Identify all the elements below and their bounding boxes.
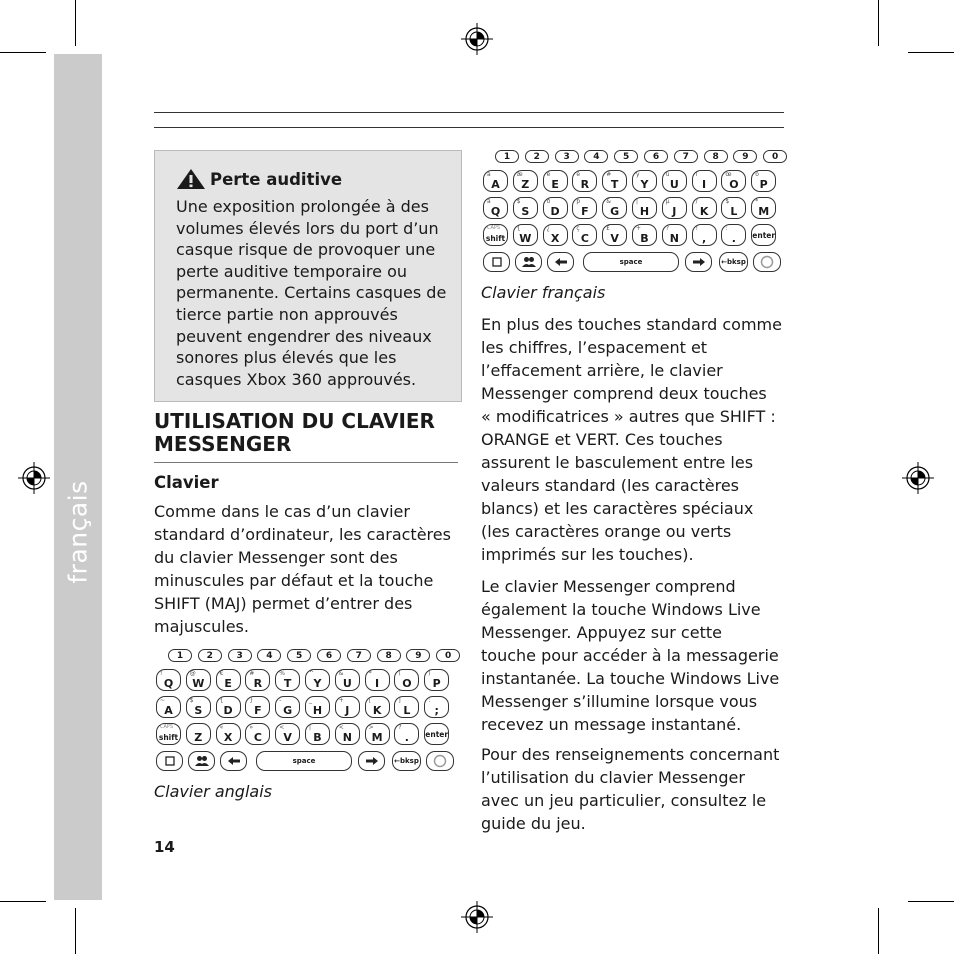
trim-mark <box>0 52 46 53</box>
french-key-y <box>632 170 657 192</box>
warning-body <box>176 196 458 390</box>
key-alt-label: & <box>338 670 344 677</box>
english-key-a <box>156 696 181 718</box>
english-number-key-4: 4 <box>257 649 281 662</box>
english-key-c <box>245 723 270 745</box>
text-line: Messenger. Appuyez sur cette <box>481 623 722 642</box>
key-label: D <box>550 204 560 218</box>
french-key-enter <box>751 224 776 246</box>
key-alt-label: | <box>309 724 312 731</box>
english-key-f <box>245 696 270 718</box>
english-key-n <box>335 723 360 745</box>
header-rule <box>154 127 784 128</box>
key-alt-label: $ <box>516 198 521 205</box>
english-key-p <box>424 669 449 691</box>
key-label: space <box>292 757 316 765</box>
text-line: l’utilisation du clavier Messenger <box>481 768 745 787</box>
language-side-label <box>54 54 102 900</box>
key-label: E <box>551 177 559 191</box>
right-paragraph-2 <box>481 575 791 736</box>
key-alt-label: # <box>249 670 255 677</box>
key-label: I <box>375 676 380 690</box>
text-line: l’effacement arrière, le clavier <box>481 361 723 380</box>
key-label: ; <box>434 703 439 717</box>
section-title <box>154 410 454 456</box>
key-label: K <box>699 204 709 218</box>
caption-french-keyboard: Clavier français <box>481 283 606 302</box>
key-alt-label: è <box>546 171 551 178</box>
french-key-t <box>602 170 627 192</box>
key-alt-label: ? <box>398 724 402 731</box>
key-label: S <box>521 204 530 218</box>
french-number-key-9: 9 <box>733 150 757 163</box>
key-label: V <box>610 231 619 245</box>
key-alt-label: / <box>695 198 698 205</box>
people-icon <box>521 256 537 268</box>
key-label: F <box>254 703 262 717</box>
english-square-key <box>156 751 183 771</box>
french-number-key-7: 7 <box>674 150 698 163</box>
key-label: M <box>758 204 770 218</box>
french-key-c <box>572 224 597 246</box>
english-key-g <box>275 696 300 718</box>
key-alt-label: + <box>636 225 642 232</box>
french-backspace-key <box>719 252 748 272</box>
text-line: tierce partie non approuvés <box>176 304 398 324</box>
key-label: T <box>610 177 619 191</box>
trim-mark <box>878 0 879 46</box>
key-label: ←bksp <box>394 757 419 765</box>
key-label: H <box>639 204 650 218</box>
key-label: Q <box>490 204 501 218</box>
english-space-key <box>256 751 352 771</box>
french-number-key-3: 3 <box>555 150 579 163</box>
key-label: . <box>404 730 409 744</box>
key-alt-label: ð <box>546 198 551 205</box>
caption-english-keyboard: Clavier anglais <box>154 782 272 801</box>
english-key-m <box>365 723 390 745</box>
french-key-l <box>721 197 746 219</box>
key-label: L <box>403 703 411 717</box>
key-label: P <box>759 177 768 191</box>
key-label: X <box>223 730 233 744</box>
french-number-key-0: 0 <box>763 150 787 163</box>
french-number-key-2: 2 <box>525 150 549 163</box>
key-label: T <box>283 676 292 690</box>
key-label: W <box>192 676 205 690</box>
trim-mark <box>75 0 76 46</box>
text-line: En plus des touches standard comme <box>481 315 782 334</box>
key-alt-label: ù <box>665 171 670 178</box>
english-backspace-key <box>392 751 421 771</box>
french-square-key <box>483 252 510 272</box>
key-alt-label: ! <box>160 670 163 677</box>
english-key-t <box>275 669 300 691</box>
key-alt-label: æ <box>516 171 523 178</box>
french-key-n <box>662 224 687 246</box>
people-icon <box>194 755 210 767</box>
key-alt-label: : <box>725 225 728 232</box>
key-alt-label: ÿ <box>636 171 640 178</box>
text-line: Une exposition prolongée à des <box>176 197 429 216</box>
text-line: blancs) et les caractères spéciaux <box>481 499 754 518</box>
key-label: X <box>550 231 560 245</box>
english-left-arrow-key <box>220 751 247 771</box>
english-number-key-7: 7 <box>347 649 371 662</box>
english-key-o <box>394 669 419 691</box>
key-label: Y <box>313 676 322 690</box>
text-line: Messenger s’illumine lorsque vous <box>481 692 758 711</box>
right-paragraph-1 <box>481 313 791 566</box>
text-line: minuscules par défaut et la touche <box>154 571 434 590</box>
french-space-key <box>583 252 679 272</box>
key-label: shift <box>158 732 179 742</box>
french-key-x <box>543 224 568 246</box>
key-alt-label: é <box>576 171 581 178</box>
registration-mark-icon <box>459 899 495 935</box>
key-label: J <box>345 703 350 717</box>
text-line: volumes élevés lors du port d’un <box>176 218 439 238</box>
key-label: B <box>313 730 322 744</box>
text-line: avec un jeu particulier, consultez le <box>481 791 767 810</box>
english-key-j <box>335 696 360 718</box>
english-people-key <box>188 751 215 771</box>
key-alt-label: à <box>487 171 491 178</box>
key-alt-label: ! <box>695 225 698 232</box>
text-line: les chiffres, l’espacement et <box>481 338 708 357</box>
trim-mark <box>0 901 46 902</box>
key-alt-label: < <box>279 724 285 731</box>
text-line: guide du jeu. <box>481 814 586 833</box>
english-right-arrow-key <box>358 751 385 771</box>
french-messenger-key <box>753 252 781 272</box>
key-alt-label: â <box>487 198 491 205</box>
french-key-b <box>632 224 657 246</box>
english-key-b <box>305 723 330 745</box>
french-key-m <box>751 197 776 219</box>
text-line: recevez un message instantané. <box>481 715 742 734</box>
english-key-v <box>275 723 300 745</box>
key-label: C <box>253 730 262 744</box>
french-key-shift <box>483 224 508 246</box>
french-key-r <box>572 170 597 192</box>
french-key-j <box>662 197 687 219</box>
french-key-u <box>662 170 687 192</box>
key-label: L <box>730 204 738 218</box>
text-line: SHIFT (MAJ) permet d’entrer des <box>154 594 413 613</box>
text-line: du clavier Messenger sont des <box>154 548 398 567</box>
key-label: shift <box>485 233 506 243</box>
french-number-key-1: 1 <box>495 150 519 163</box>
english-key-d <box>216 696 241 718</box>
key-label: W <box>519 231 532 245</box>
keyboard-french-diagram <box>481 148 787 276</box>
key-label: . <box>731 231 736 245</box>
key-label: K <box>372 703 382 717</box>
text-line: MESSENGER <box>154 432 292 456</box>
header-rule <box>154 112 784 113</box>
key-label: I <box>702 177 707 191</box>
french-key-w <box>513 224 538 246</box>
english-key-y <box>305 669 330 691</box>
key-alt-label: < <box>338 724 344 731</box>
key-alt-label: ] <box>398 697 401 704</box>
text-line: Pour des renseignements concernant <box>481 745 780 764</box>
key-label: O <box>402 676 412 690</box>
text-line: assurent le basculement entre les <box>481 453 754 472</box>
key-label: R <box>580 177 590 191</box>
key-alt-label: $ <box>189 697 194 704</box>
subsection-title: Clavier <box>154 473 219 492</box>
key-alt-label: ( <box>398 670 401 677</box>
key-alt-label: € <box>219 670 224 677</box>
key-label: Y <box>640 177 649 191</box>
french-key-i <box>692 170 717 192</box>
key-alt-label: > <box>368 724 374 731</box>
english-number-key-0: 0 <box>436 649 460 662</box>
french-key-period <box>721 224 746 246</box>
key-label: G <box>610 204 620 218</box>
left-paragraph <box>154 500 458 638</box>
text-line: imprimés sur les touches). <box>481 545 694 564</box>
english-key-s <box>186 696 211 718</box>
side-label-text: français <box>63 480 93 584</box>
key-label: N <box>342 730 352 744</box>
key-alt-label: - <box>279 697 282 704</box>
key-label: enter <box>425 729 449 739</box>
key-alt-label: ^ <box>309 670 315 677</box>
key-alt-label: * <box>368 670 372 677</box>
french-key-e <box>543 170 568 192</box>
english-key-period <box>394 723 419 745</box>
text-line: touche pour accéder à la messagerie <box>481 646 779 665</box>
key-label: O <box>729 177 739 191</box>
french-number-key-6: 6 <box>644 150 668 163</box>
key-label: A <box>164 703 173 717</box>
key-alt-label: ~ <box>160 697 166 704</box>
text-line: sonores plus élevés que les <box>176 348 397 368</box>
french-key-s <box>513 197 538 219</box>
text-line: casque risque de provoquer une <box>176 240 436 260</box>
key-alt-label: ) <box>428 670 431 677</box>
french-key-h <box>632 197 657 219</box>
text-line: casques Xbox 360 approuvés. <box>176 369 417 389</box>
text-line: Le clavier Messenger comprend <box>481 577 736 596</box>
key-alt-label: ¿ <box>546 225 550 232</box>
english-key-i <box>365 669 390 691</box>
english-key-l <box>394 696 419 718</box>
english-key-semicolon <box>424 696 449 718</box>
key-label: U <box>669 177 679 191</box>
key-label: H <box>312 703 323 717</box>
square-icon <box>491 256 503 268</box>
english-key-z <box>186 723 211 745</box>
english-messenger-key <box>426 751 454 771</box>
circle-icon <box>432 753 448 769</box>
left-arrow-icon <box>227 756 241 766</box>
key-alt-label: î <box>695 171 698 178</box>
key-label: D <box>223 703 233 717</box>
text-line: UTILISATION DU CLAVIER <box>154 409 435 433</box>
trim-mark <box>75 908 76 954</box>
text-line: permanente. Certains casques de <box>176 283 447 303</box>
text-line: (les caractères orange ou verts <box>481 522 732 541</box>
key-alt-label: } <box>249 697 254 704</box>
english-key-w <box>186 669 211 691</box>
english-key-enter <box>424 723 449 745</box>
key-alt-label: ? <box>665 225 669 232</box>
trim-mark <box>908 901 954 902</box>
key-alt-label: » <box>249 724 254 731</box>
key-label: Z <box>521 177 530 191</box>
key-alt-label: { <box>219 697 224 704</box>
french-number-key-8: 8 <box>704 150 728 163</box>
key-alt-label: ` <box>189 724 193 731</box>
key-alt-label: œ <box>725 171 732 178</box>
trim-mark <box>878 908 879 954</box>
key-label: J <box>672 204 677 218</box>
keyboard-english-diagram <box>154 647 460 775</box>
key-label: U <box>342 676 352 690</box>
text-line: également la touche Windows Live <box>481 600 761 619</box>
key-alt-label: ç <box>576 225 580 232</box>
registration-mark-icon <box>900 460 936 496</box>
key-label: P <box>432 676 441 690</box>
key-label: R <box>253 676 263 690</box>
french-key-d <box>543 197 568 219</box>
french-key-p <box>751 170 776 192</box>
french-key-a <box>483 170 508 192</box>
right-arrow-icon <box>365 756 379 766</box>
english-key-shift <box>156 723 181 745</box>
french-number-key-5: 5 <box>614 150 638 163</box>
french-key-comma <box>692 224 717 246</box>
french-key-z <box>513 170 538 192</box>
english-number-key-8: 8 <box>377 649 401 662</box>
key-label: E <box>224 676 232 690</box>
english-number-key-1: 1 <box>168 649 192 662</box>
key-label: space <box>619 258 643 266</box>
circle-icon <box>759 254 775 270</box>
key-label: Q <box>163 676 174 690</box>
key-alt-label: + <box>338 697 344 704</box>
key-label: Z <box>194 730 203 744</box>
trim-mark <box>908 52 954 53</box>
key-alt-label: | <box>636 198 639 205</box>
text-line: ORANGE et VERT. Ces touches <box>481 430 723 449</box>
text-line: valeurs standard (les caractères <box>481 476 740 495</box>
key-label: ←bksp <box>721 258 746 266</box>
french-key-k <box>692 197 717 219</box>
key-alt-label: þ <box>576 198 581 205</box>
key-alt-label: % <box>279 670 285 677</box>
french-key-v <box>602 224 627 246</box>
caps-label: CAPS <box>160 724 174 730</box>
registration-mark-icon <box>16 460 52 496</box>
key-label: V <box>283 730 292 744</box>
key-label: G <box>283 703 293 717</box>
warning-title <box>176 168 342 190</box>
key-alt-label: : <box>428 697 431 704</box>
key-alt-label: & <box>606 198 611 205</box>
key-label: A <box>491 177 500 191</box>
right-paragraph-3 <box>481 743 791 835</box>
french-right-arrow-key <box>685 252 712 272</box>
key-label: N <box>669 231 679 245</box>
text-line: « modificatrices » autres que SHIFT : <box>481 407 776 426</box>
key-alt-label: £ <box>606 225 611 232</box>
french-number-key-4: 4 <box>584 150 608 163</box>
key-alt-label: @ <box>189 670 196 677</box>
english-key-r <box>245 669 270 691</box>
key-alt-label: # <box>606 171 612 178</box>
french-key-g <box>602 197 627 219</box>
english-key-u <box>335 669 360 691</box>
french-key-q <box>483 197 508 219</box>
section-rule <box>154 462 458 463</box>
english-key-e <box>216 669 241 691</box>
text-line: perte auditive temporaire ou <box>176 261 408 281</box>
right-arrow-icon <box>692 257 706 267</box>
english-number-key-9: 9 <box>406 649 430 662</box>
key-alt-label: [ <box>368 697 371 704</box>
key-alt-label: ô <box>755 171 759 178</box>
key-alt-label: { <box>516 225 521 232</box>
french-people-key <box>515 252 542 272</box>
key-label: , <box>702 231 707 245</box>
english-key-q <box>156 669 181 691</box>
key-label: B <box>640 231 649 245</box>
key-label: enter <box>752 230 776 240</box>
key-label: F <box>581 204 589 218</box>
key-label: C <box>580 231 589 245</box>
text-line: instantanée. La touche Windows Live <box>481 669 780 688</box>
english-number-key-5: 5 <box>287 649 311 662</box>
left-arrow-icon <box>554 257 568 267</box>
english-key-h <box>305 696 330 718</box>
key-alt-label: « <box>219 724 224 731</box>
warning-triangle-icon <box>176 168 206 190</box>
english-number-key-3: 3 <box>228 649 252 662</box>
french-key-f <box>572 197 597 219</box>
english-number-key-6: 6 <box>317 649 341 662</box>
text-line: peuvent engendrer des niveaux <box>176 326 432 346</box>
french-key-o <box>721 170 746 192</box>
text-line: Comme dans le cas d’un clavier <box>154 502 410 521</box>
warning-title-text: Perte auditive <box>210 169 343 189</box>
key-alt-label: $ <box>725 198 730 205</box>
french-left-arrow-key <box>547 252 574 272</box>
text-line: Messenger comprend deux touches <box>481 384 767 403</box>
registration-mark-icon <box>459 21 495 57</box>
caps-label: CAPS <box>487 225 501 231</box>
english-number-key-2: 2 <box>198 649 222 662</box>
english-key-x <box>216 723 241 745</box>
text-line: majuscules. <box>154 617 249 636</box>
text-line: standard d’ordinateur, les caractères <box>154 525 451 544</box>
key-label: M <box>371 730 383 744</box>
page-number: 14 <box>154 838 175 856</box>
key-label: S <box>194 703 203 717</box>
square-icon <box>164 755 176 767</box>
key-alt-label: * <box>755 198 759 205</box>
key-alt-label: _ <box>309 697 312 704</box>
key-alt-label: µ <box>665 198 670 205</box>
english-key-k <box>365 696 390 718</box>
